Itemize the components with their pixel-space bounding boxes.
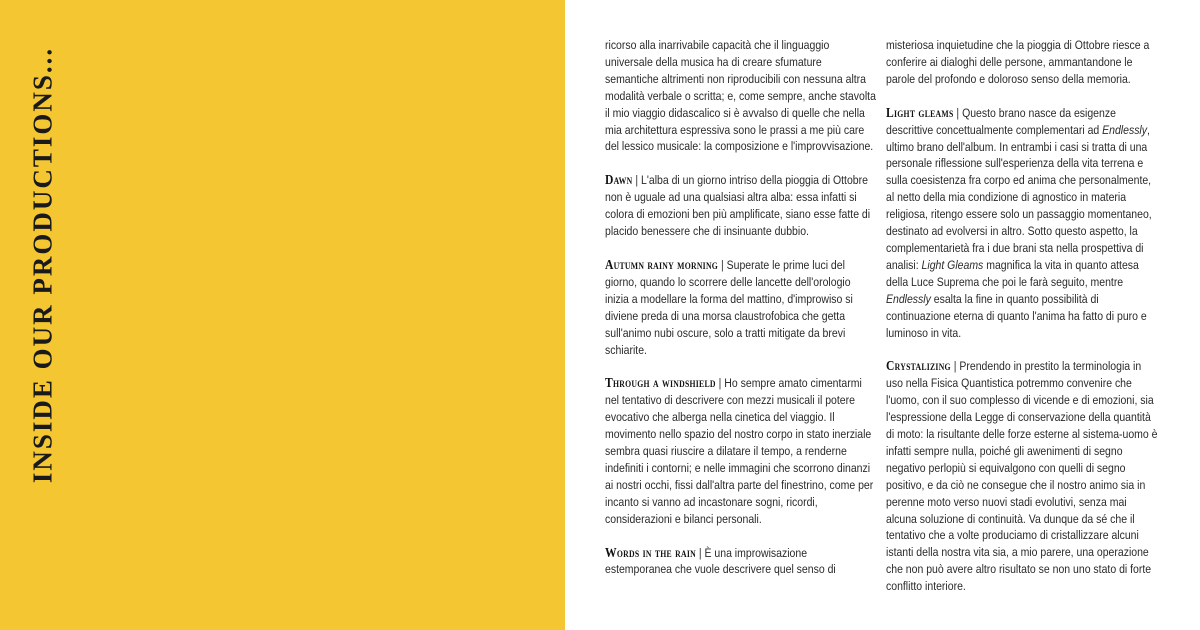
track-text: È una improwisazione estemporanea che vuole descrivere quel senso di xyxy=(605,545,836,577)
continuation-paragraph: misteriosa inquietudine che la pioggia di Ottobre riesce a conferire ai dialoghi delle persone, ammantandone le parole del profondo e doloroso senso della memoria. xyxy=(886,38,1150,86)
separator: | xyxy=(635,173,639,188)
separator: | xyxy=(698,545,702,560)
separator: | xyxy=(718,376,722,391)
track-crystalizing xyxy=(886,358,1158,595)
separator: | xyxy=(721,257,724,272)
track-words-in-the-rain xyxy=(605,545,877,579)
separator: | xyxy=(956,105,960,120)
track-autumn-rainy-morning xyxy=(605,257,877,358)
track-text: Superate le prime luci del giorno, quando lo scorrere delle lancette dell'orologio inizia a modellare la forma del mattino, d'improwiso si diviene preda di una morsa claustrofobica che getta sull'animo nubi oscure, solo a tratti mitigate da brevi schiarite. xyxy=(605,257,853,357)
vertical-section-title: INSIDE OUR PRODUCTIONS... xyxy=(27,46,58,484)
right-text-column xyxy=(886,37,1158,612)
left-text-column xyxy=(605,37,877,595)
intro-paragraph: ricorso alla inarrivabile capacità che il linguaggio universale della musica ha di creare sfumature semantiche altrimenti non riproducibili con nessuna altra modalità verbale o scritta; e, come sempre, anche stavolta il mio viaggio didascalico si è avvalso di quelle che nella mia architettura espressiva sono le prassi a me più care del lessico musicale: la composizione e l'improvvisazione. xyxy=(605,38,876,154)
emphasis-endlessly: Endlessly xyxy=(1102,122,1148,137)
track-text: , ultimo brano dell'album. In entrambi i casi si tratta di una personale riflessione sull'esperienza della vita terrena e sulla coesistenza fra corpo ed anima che personalmente, al netto della mia condizione di agnostico in materia religiosa, ritengo essere solo un passaggio momentaneo, destinato ad evolversi in altro. Sotto questo aspetto, la complementarietà fra i due brani sta nella prospettiva di analisi: xyxy=(886,122,1152,272)
track-light-gleams xyxy=(886,105,1158,342)
track-title: Words in the rain xyxy=(605,544,696,560)
yellow-side-panel xyxy=(0,0,565,630)
track-title: Dawn xyxy=(605,172,633,188)
track-through-a-windshield xyxy=(605,375,877,527)
track-title: Autumn rainy morning xyxy=(605,256,719,272)
track-text: L'alba di un giorno intriso della pioggia di Ottobre non è uguale ad una qualsiasi altra alba: essa infatti si colora di emozioni ben più amplificate, siano esse fatte di placido benessere che di insinuante dubbio. xyxy=(605,173,871,239)
emphasis-light-gleams: Light Gleams xyxy=(921,257,984,272)
track-text: esalta la fine in quanto possibilità di continuazione eterna di quanto l'anima ha fatto di puro e luminoso in vita. xyxy=(886,291,1147,340)
track-title: Through a windshield xyxy=(605,375,716,391)
track-text: Ho sempre amato cimentarmi nel tentativo di descrivere con mezzi musicali il potere evocativo che alberga nella cinetica del viaggio. Il movimento nello spazio del nostro corpo in stato inerziale sembra quasi riuscire a dilatare il tempo, a renderne indefiniti i contorni; e nelle immagini che scorrono dinanzi ai nostri occhi, fissi dall'altra parte del finestrino, come per incanto si vanno ad incastonare sogni, ricordi, considerazioni e bilanci personali. xyxy=(605,376,874,526)
track-text: Questo brano nasce da esigenze descrittive concettualmente complementari ad xyxy=(886,105,1116,137)
track-title: Light gleams xyxy=(886,104,954,120)
emphasis-endlessly: Endlessly xyxy=(886,291,931,306)
separator: | xyxy=(953,359,957,374)
track-title: Crystalizing xyxy=(886,358,951,374)
track-text: Prendendo in prestito la terminologia in uso nella Fisica Quantistica potremmo convenire che l'uomo, con il suo complesso di vicende e di emozioni, sia l'espressione della Legge di conservazione della quantità di moto: la risultante delle forze esterne al sistema-uomo è infatti sempre nulla, poiché gli awenimenti di segno negativo perlopiù si equivalgono con quelli di segno positivo, e da ciò ne consegue che il nostro animo sia in perenne moto verso nuovi stadi evolutivi, senza mai alcuna soluzione di continuità. Va dunque da sé che il tentativo che a volte produciamo di cristallizzare alcuni istanti della nostra vita sia, a mio parere, una operazione che non può avere altro risultato se non uno stato di forte conflitto interiore. xyxy=(886,359,1158,594)
track-text: magnifica la vita in quanto attesa della Luce Suprema che poi le farà seguito, mentre xyxy=(886,257,1139,289)
track-dawn xyxy=(605,172,877,240)
